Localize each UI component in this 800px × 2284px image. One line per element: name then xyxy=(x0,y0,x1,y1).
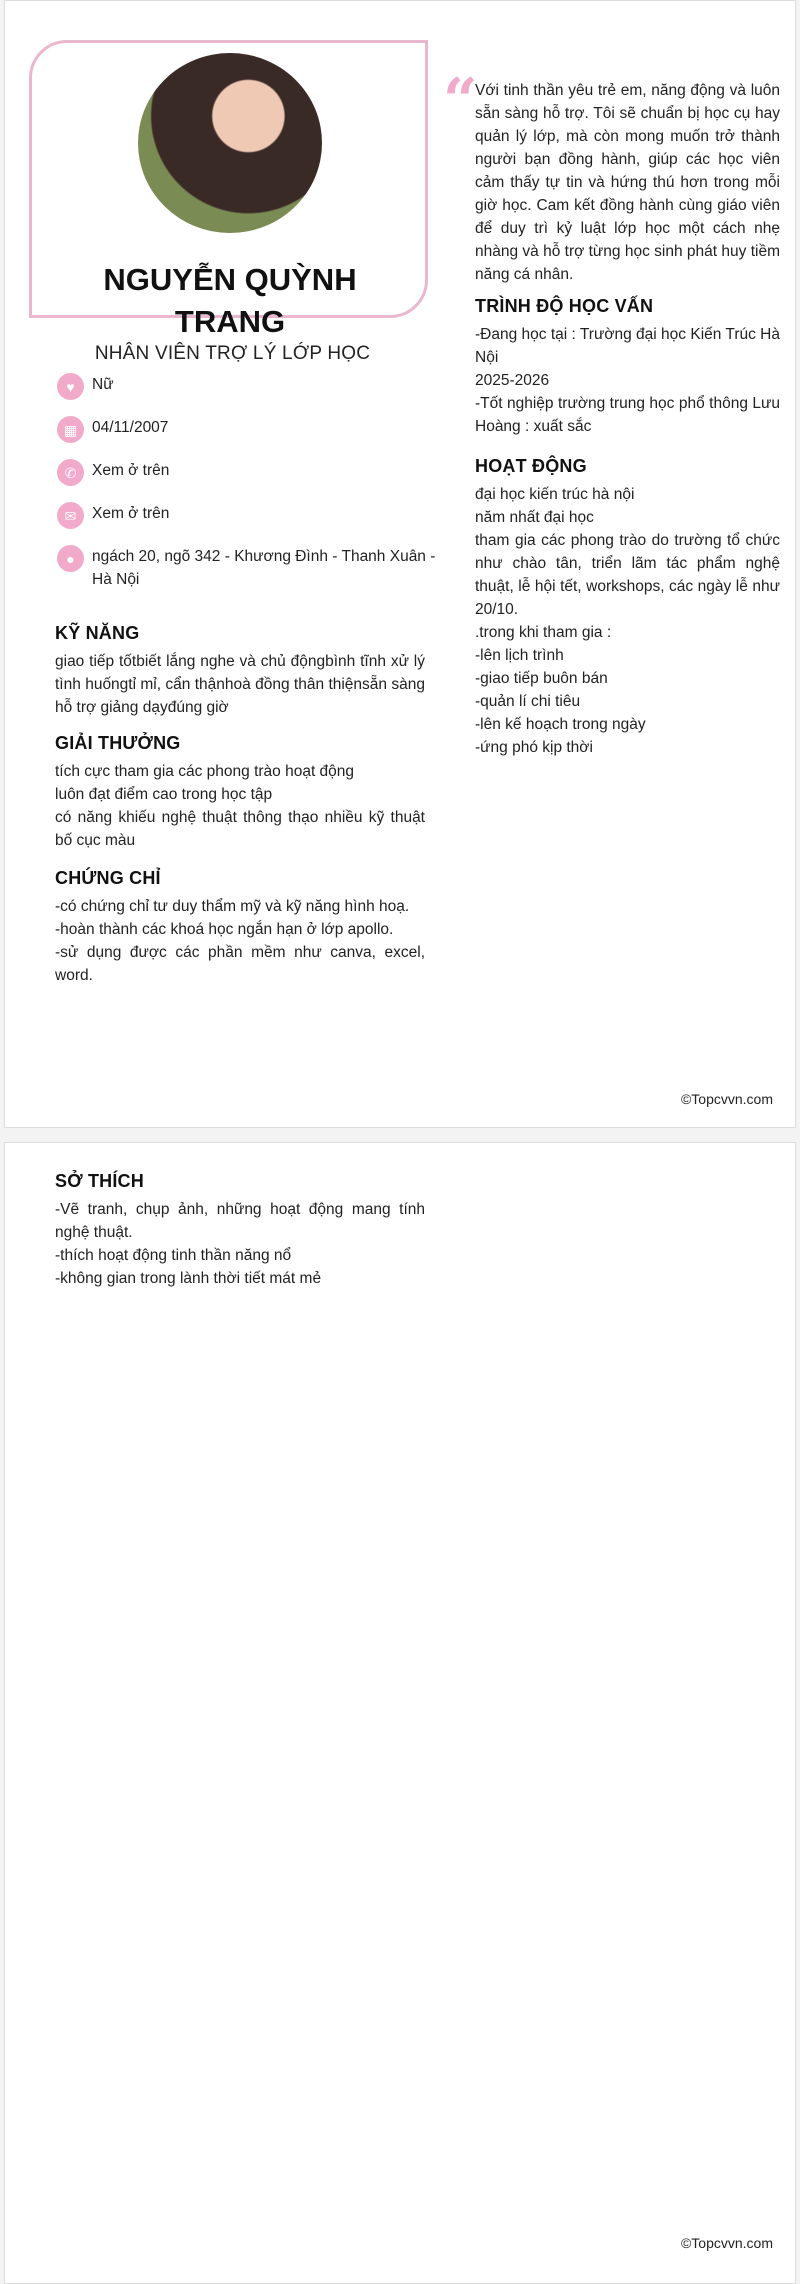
certificates-body: -có chứng chỉ tư duy thẩm mỹ và kỹ năng hình hoạ. -hoàn thành các khoá học ngắn hạn ở lớp apollo. -sử dụng được các phần mềm như canva, excel, word. xyxy=(55,898,425,984)
contact-email xyxy=(57,502,452,529)
phone-icon: ✆ xyxy=(57,459,84,486)
hobbies-title: SỞ THÍCH xyxy=(55,1171,144,1191)
education-section xyxy=(445,296,780,438)
awards-section xyxy=(55,733,425,852)
footer-text-page-2: ©Topcvvn.com xyxy=(680,2235,773,2251)
contact-birthday xyxy=(57,416,452,443)
resume-page-2 xyxy=(4,1142,796,2284)
objective-text: Với tinh thần yêu trẻ em, năng động và luôn sẵn sàng hỗ trợ. Tôi sẽ chuẩn bị học cụ hay quản lý lớp, mà còn mong muốn trở thành người bạn đồng hành, giúp các học viên cảm thấy tự tin và hứng thú hơn trong mỗi giờ học. Cam kết đồng hành cùng giáo viên để duy trì kỷ luật lớp học một cách nhẹ nhàng và hỗ trợ từng học sinh phát huy tiềm năng cá nhân. xyxy=(475,82,780,283)
education-body: -Đang học tại : Trường đại học Kiến Trúc Hà Nội 2025-2026 -Tốt nghiệp trường trung học phổ thông Lưu Hoàng : xuất sắc xyxy=(475,326,780,435)
skills-section xyxy=(55,623,425,719)
awards-title: GIẢI THƯỞNG xyxy=(55,733,181,753)
hobbies-section xyxy=(55,1171,425,1290)
contact-address xyxy=(57,545,452,591)
resume-page-1 xyxy=(4,0,796,1128)
left-column-page-2 xyxy=(55,1171,430,1290)
mail-icon: ✉ xyxy=(57,502,84,529)
avatar xyxy=(138,53,322,233)
phone-text: Xem ở trên xyxy=(92,462,170,479)
gender-text: Nữ xyxy=(92,376,114,393)
right-column xyxy=(445,79,780,759)
quote-icon: “ xyxy=(443,66,478,136)
skills-body: giao tiếp tốtbiết lắng nghe và chủ độngbình tĩnh xử lý tình huốngtỉ mỉ, cẩn thậnhoà đồng thân thiệnsẵn sàng hỗ trợ giảng dạyđúng giờ xyxy=(55,653,425,716)
awards-body: tích cực tham gia các phong trào hoạt động luôn đạt điểm cao trong học tập có năng khiếu nghệ thuật thông thạo nhiều kỹ thuật bố cục màu xyxy=(55,763,425,849)
contact-phone xyxy=(57,459,452,486)
contact-gender xyxy=(57,373,452,400)
email-text: Xem ở trên xyxy=(92,505,170,522)
footer-text: ©Topcvvn.com xyxy=(680,1091,773,1107)
activities-title: HOẠT ĐỘNG xyxy=(475,456,587,476)
hobbies-body: -Vẽ tranh, chụp ảnh, những hoạt động mang tính nghệ thuật. -thích hoạt động tinh thần năng nổ -không gian trong lành thời tiết mát mẻ xyxy=(55,1201,425,1287)
birthday-text: 04/11/2007 xyxy=(92,419,169,436)
calendar-icon: ▦ xyxy=(57,416,84,443)
location-icon: ● xyxy=(57,545,84,572)
education-title: TRÌNH ĐỘ HỌC VẤN xyxy=(475,296,654,316)
activities-body: đại học kiến trúc hà nội năm nhất đại học tham gia các phong trào do trường tổ chức như chào tân, triển lãm tác phẩm nghệ thuật, lễ hội tết, workshops, các ngày lễ như 20/10. .trong khi tham gia : -lên lịch trình -giao tiếp buôn bán -quản lí chi tiêu -lên kế hoạch trong ngày -ứng phó kịp thời xyxy=(475,486,780,756)
skills-title: KỸ NĂNG xyxy=(55,623,140,643)
certificates-title: CHỨNG CHỈ xyxy=(55,868,161,888)
contact-list xyxy=(57,373,452,607)
heart-icon: ♥ xyxy=(57,373,84,400)
address-text: ngách 20, ngõ 342 - Khương Đình - Thanh Xuân - Hà Nội xyxy=(92,548,436,588)
candidate-role: NHÂN VIÊN TRỢ LÝ LỚP HỌC xyxy=(94,343,371,364)
candidate-name: NGUYỄN QUỲNH TRANG xyxy=(103,262,357,339)
certificates-section xyxy=(55,868,425,987)
left-column xyxy=(55,623,430,987)
activities-section xyxy=(445,456,780,759)
